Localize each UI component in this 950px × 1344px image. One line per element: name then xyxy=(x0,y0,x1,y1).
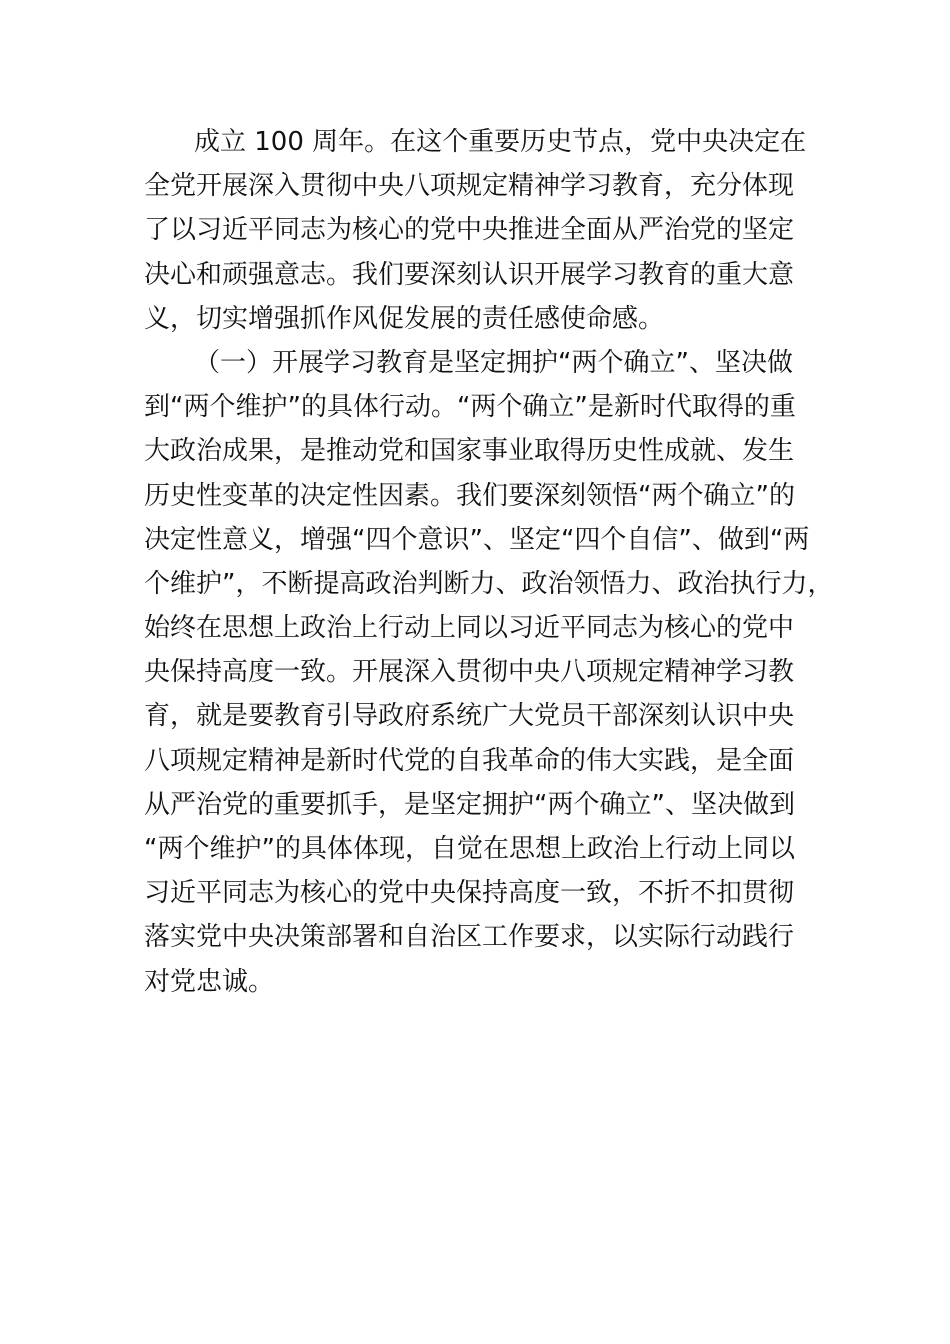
text-line: 从严治党的重要抓手，是坚定拥护“两个确立”、坚决做到 xyxy=(144,789,795,820)
text-line: 育，就是要教育引导政府系统广大党员干部深刻认识中央 xyxy=(144,701,795,732)
text-line: 习近平同志为核心的党中央保持高度一致，不折不扣贯彻 xyxy=(144,878,795,909)
text-line: 八项规定精神是新时代党的自我革命的伟大实践，是全面 xyxy=(144,745,795,776)
text-line: 历史性变革的决定性因素。我们要深刻领悟“两个确立”的 xyxy=(144,480,795,511)
text-line: 落实党中央决策部署和自治区工作要求，以实际行动践行 xyxy=(144,922,795,953)
text-line: 始终在思想上政治上行动上同以习近平同志为核心的党中 xyxy=(144,613,795,644)
text-line: 决心和顽强意志。我们要深刻认识开展学习教育的重大意 xyxy=(144,259,795,290)
text-line: （一）开展学习教育是坚定拥护“两个确立”、坚决做 xyxy=(194,347,793,378)
text-line: “两个维护”的具体体现，自觉在思想上政治上行动上同以 xyxy=(144,834,795,864)
text-line: 决定性意义，增强“四个意识”、坚定“四个自信”、做到“两 xyxy=(144,524,810,555)
body-text xyxy=(144,120,844,1004)
text-line: 个维护”，不断提高政治判断力、政治领悟力、政治执行力， xyxy=(144,568,834,599)
text-line: 全党开展深入贯彻中央八项规定精神学习教育，充分体现 xyxy=(144,171,795,202)
text-line: 到“两个维护”的具体行动。“两个确立”是新时代取得的重 xyxy=(144,392,796,423)
paragraph-continuation xyxy=(144,120,844,341)
text-line: 了以习近平同志为核心的党中央推进全面从严治党的坚定 xyxy=(144,215,795,246)
text-line: 成立 100 周年。在这个重要历史节点，党中央决定在 xyxy=(194,127,807,157)
text-line: 央保持高度一致。开展深入贯彻中央八项规定精神学习教 xyxy=(144,657,795,688)
text-line: 义，切实增强抓作风促发展的责任感使命感。 xyxy=(144,303,665,334)
text-line: 大政治成果，是推动党和国家事业取得历史性成就、发生 xyxy=(144,436,795,467)
text-line: 对党忠诚。 xyxy=(144,966,275,997)
paragraph-section-one xyxy=(144,341,844,1004)
